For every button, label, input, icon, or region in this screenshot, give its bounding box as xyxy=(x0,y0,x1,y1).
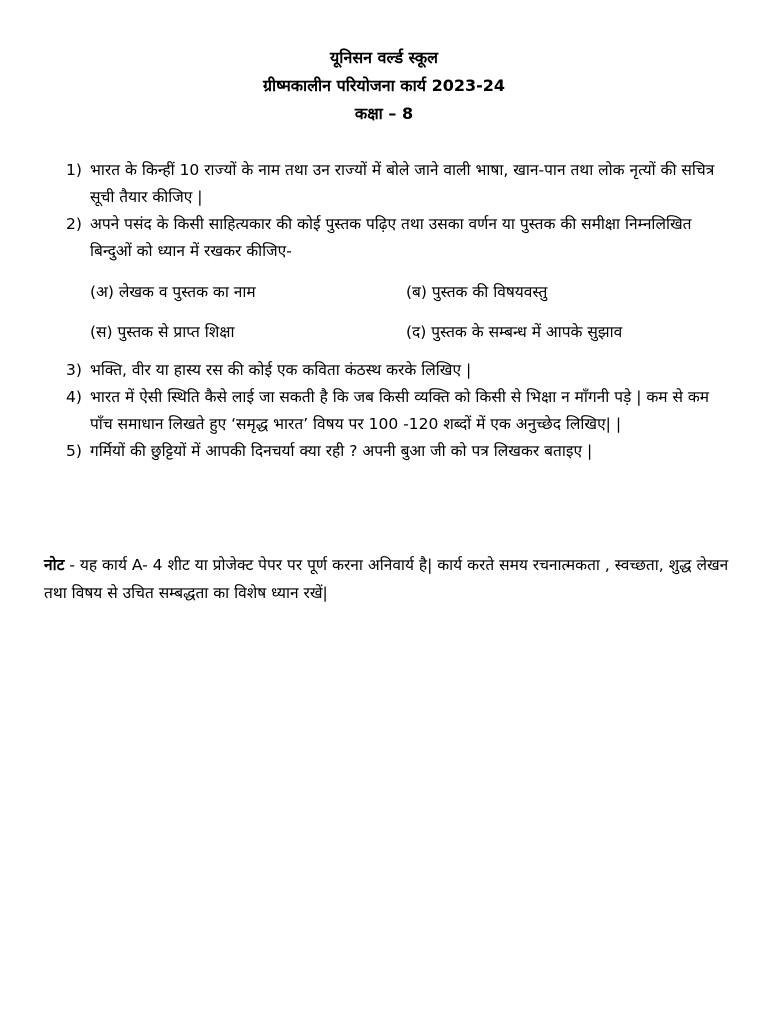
question-5 xyxy=(66,438,726,465)
question-text: गर्मियों की छुट्टियों में आपकी दिनचर्या क्या रही ? अपनी बुआ जी को पत्र लिखकर बताइए | xyxy=(90,442,593,460)
review-points-row xyxy=(90,319,726,346)
question-number: 2) xyxy=(66,215,82,233)
question-4 xyxy=(66,384,726,438)
question-2 xyxy=(66,211,726,265)
question-list xyxy=(66,157,726,465)
class-label: कक्षा – 8 xyxy=(354,104,414,123)
question-1 xyxy=(66,157,726,211)
question-text: भक्ति, वीर या हास्य रस की कोई एक कविता कंठस्थ करके लिखिए | xyxy=(90,361,472,379)
review-point: (स) पुस्तक से प्राप्त शिक्षा xyxy=(90,323,235,341)
note-paragraph xyxy=(44,551,734,607)
question-text: भारत के किन्हीं 10 राज्यों के नाम तथा उन राज्यों में बोले जाने वाली भाषा, खान-पान तथा लोक नृत्यों की सचित्र सूची तैयार कीजिए | xyxy=(90,161,715,206)
review-points-row xyxy=(90,279,726,306)
question-text: भारत में ऐसी स्थिति कैसे लाई जा सकती है कि जब किसी व्यक्ति को किसी से भिक्षा न माँगनी पड़े | कम से कम पाँच समाधान लिखते हुए ‘समृद्ध भारत’ विषय पर 100 -120 शब्दों में एक अनुच्छेद लिखिए| | xyxy=(90,388,710,433)
question-number: 1) xyxy=(66,161,82,179)
note-text: - यह कार्य A- 4 शीट या प्रोजेक्ट पेपर पर पूर्ण करना अनिवार्य है| कार्य करते समय रचनात्मकता , स्वच्छता, शुद्ध लेखन तथा विषय से उचित सम्बद्धता का विशेष ध्यान रखें| xyxy=(44,556,729,602)
question-number: 3) xyxy=(66,361,82,379)
note-label: नोट xyxy=(44,556,65,574)
question-text: अपने पसंद के किसी साहित्यकार की कोई पुस्तक पढ़िए तथा उसका वर्णन या पुस्तक की समीक्षा निम्नलिखित बिन्दुओं को ध्यान में रखकर कीजिए- xyxy=(90,215,692,260)
question-number: 4) xyxy=(66,388,82,406)
project-title: ग्रीष्मकालीन परियोजना कार्य 2023-24 xyxy=(262,76,506,95)
review-point: (द) पुस्तक के सम्बन्ध में आपके सुझाव xyxy=(406,323,623,341)
review-point: (अ) लेखक व पुस्तक का नाम xyxy=(90,283,256,301)
school-name: यूनिसन वर्ल्ड स्कूल xyxy=(330,48,438,67)
question-number: 5) xyxy=(66,442,82,460)
question-3 xyxy=(66,357,726,384)
review-point: (ब) पुस्तक की विषयवस्तु xyxy=(406,283,548,301)
